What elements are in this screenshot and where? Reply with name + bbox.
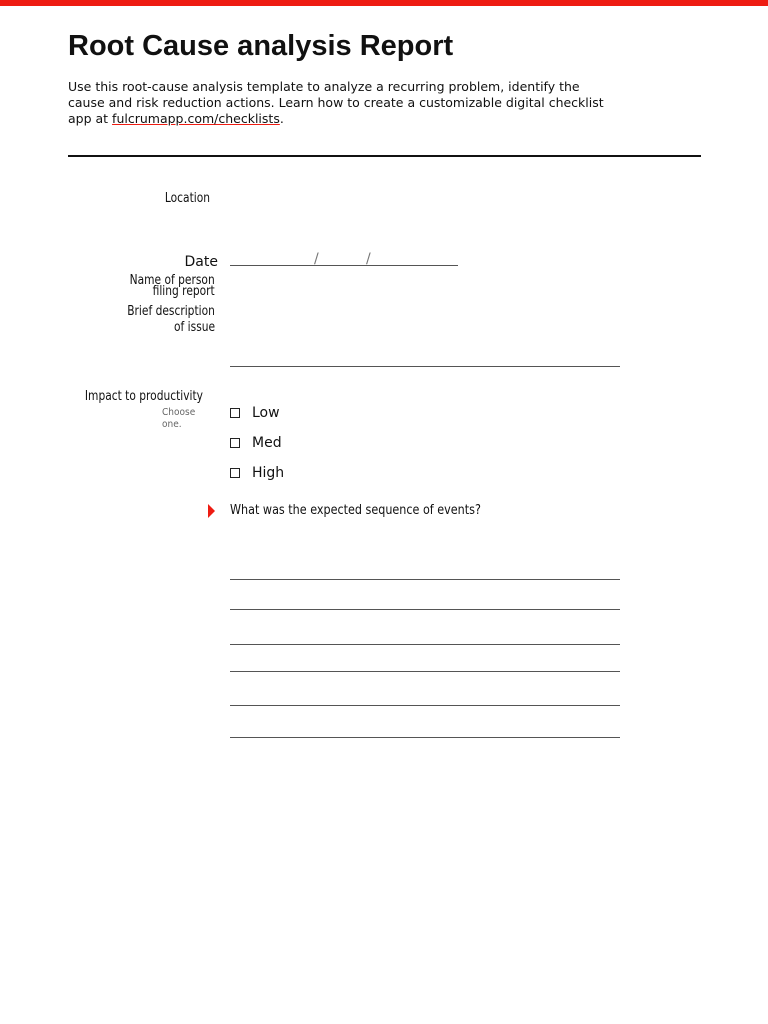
brief-label-line2: of issue xyxy=(173,320,215,335)
answer-line-4[interactable] xyxy=(230,671,620,672)
date-separator-2: / xyxy=(366,251,371,267)
header-divider xyxy=(68,155,701,157)
answer-line-5[interactable] xyxy=(230,705,620,706)
name-label-line2: filing report xyxy=(152,284,215,299)
triangle-right-icon xyxy=(208,504,215,518)
intro-paragraph xyxy=(68,79,608,127)
location-label: Location xyxy=(164,191,210,206)
expected-sequence-question: What was the expected sequence of events? xyxy=(230,503,481,518)
answer-line-2[interactable] xyxy=(230,609,620,610)
page-title: Root Cause analysis Report xyxy=(68,30,454,62)
checklists-link[interactable]: fulcrumapp.com/checklists xyxy=(112,111,280,126)
answer-line-1[interactable] xyxy=(230,579,620,580)
intro-end: . xyxy=(279,111,284,126)
answer-line-3[interactable] xyxy=(230,644,620,645)
checkbox-icon[interactable] xyxy=(230,468,240,478)
answer-line-6[interactable] xyxy=(230,737,620,738)
intro-text: Use this root-cause analysis template to analyze a recurring problem, identify the cause and risk reduction actions. Learn how to create a customizable digital checklist app at xyxy=(68,79,604,126)
option-label: High xyxy=(252,465,285,481)
brief-description-field[interactable] xyxy=(230,366,620,367)
impact-option-high[interactable] xyxy=(230,464,284,482)
impact-option-med[interactable] xyxy=(230,434,282,452)
checkbox-icon[interactable] xyxy=(230,408,240,418)
date-separator-1: / xyxy=(314,251,319,267)
checkbox-icon[interactable] xyxy=(230,438,240,448)
impact-hint: Choose one. xyxy=(162,407,196,430)
impact-option-low[interactable] xyxy=(230,404,280,422)
date-label: Date xyxy=(184,254,218,270)
top-accent-bar xyxy=(0,0,768,6)
impact-label: Impact to productivity xyxy=(84,389,203,404)
date-field[interactable] xyxy=(230,265,458,266)
option-label: Low xyxy=(252,405,280,421)
name-label-line1: Name of person xyxy=(129,273,215,288)
brief-label-line1: Brief description xyxy=(127,304,215,319)
option-label: Med xyxy=(252,435,282,451)
